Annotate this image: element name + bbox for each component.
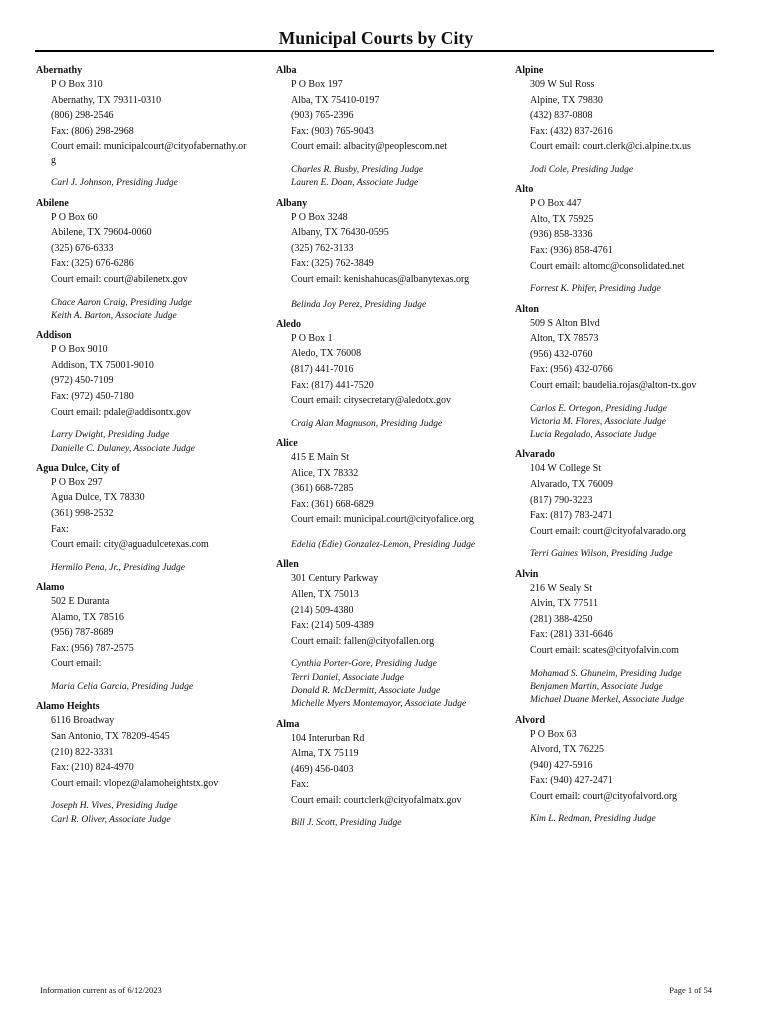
court-contact-block xyxy=(36,475,266,553)
court-detail-line: Fax: (210) 824-4970 xyxy=(51,762,134,774)
court-entry xyxy=(276,64,506,191)
court-entry xyxy=(36,64,266,191)
court-detail-line: Fax: (903) 765-9043 xyxy=(291,125,374,137)
court-detail-line: (469) 456-0403 xyxy=(291,763,354,775)
court-city-name: Addison xyxy=(36,330,72,342)
judge-name: Belinda Joy Perez, Presiding Judge xyxy=(291,299,427,310)
court-entry xyxy=(36,462,266,575)
court-entry xyxy=(515,64,745,177)
court-contact-block xyxy=(276,210,506,290)
court-detail-line: Aledo, TX 76008 xyxy=(291,348,362,360)
court-detail-line: Fax: (806) 298-2968 xyxy=(51,125,134,137)
court-detail-line: P O Box 9010 xyxy=(51,344,108,356)
court-detail-line: 502 E Duranta xyxy=(51,596,110,608)
judge-list xyxy=(515,668,745,708)
judge-name: Carl J. Johnson, Presiding Judge xyxy=(51,178,178,189)
court-detail-line: 301 Century Parkway xyxy=(291,573,379,585)
court-detail-line: (214) 509-4380 xyxy=(291,604,354,616)
judge-name: Hermilo Pena, Jr., Presiding Judge xyxy=(51,562,185,573)
court-entry xyxy=(276,718,506,831)
court-detail-line: P O Box 447 xyxy=(530,198,582,210)
court-detail-line: (325) 676-6333 xyxy=(51,242,114,254)
judge-name: Maria Celia Garcia, Presiding Judge xyxy=(51,682,194,693)
court-city-name: Aledo xyxy=(276,318,301,330)
court-email: Court email: citysecretary@aledotx.gov xyxy=(291,395,451,407)
court-detail-line: San Antonio, TX 78209-4545 xyxy=(51,730,170,742)
court-contact-block xyxy=(515,196,745,274)
court-detail-line: Fax: (325) 676-6286 xyxy=(51,258,134,270)
court-email: Court email: kenishahucas@albanytexas.org xyxy=(291,273,470,285)
judge-name: Danielle C. Dulaney, Associate Judge xyxy=(51,443,195,454)
court-detail-line: Agua Dulce, TX 78330 xyxy=(51,492,145,504)
court-detail-line: Alice, TX 78332 xyxy=(291,467,359,479)
judge-name: Chace Aaron Craig, Presiding Judge xyxy=(51,297,192,308)
court-city-name: Alton xyxy=(515,303,539,315)
court-detail-line: 6116 Broadway xyxy=(51,715,115,727)
court-detail-line: (972) 450-7109 xyxy=(51,375,114,387)
court-detail-line: Fax: (956) 787-2575 xyxy=(51,642,134,654)
judge-list xyxy=(36,800,266,827)
court-detail-line: (903) 765-2396 xyxy=(291,110,354,122)
court-entry xyxy=(36,581,266,694)
judge-name: Michael Duane Merkel, Associate Judge xyxy=(530,695,685,706)
court-detail-line: Alto, TX 75925 xyxy=(530,213,594,225)
judge-name: Joseph H. Vives, Presiding Judge xyxy=(51,801,178,812)
court-contact-block xyxy=(36,594,266,672)
court-detail-line: Fax: (817) 441-7520 xyxy=(291,379,374,391)
court-email: Court email: city@aguadulcetexas.com xyxy=(51,539,209,551)
court-detail-line: (361) 998-2532 xyxy=(51,507,114,519)
court-entry xyxy=(515,568,745,708)
court-detail-line: Fax: (956) 432-0766 xyxy=(530,364,613,376)
court-contact-block xyxy=(515,461,745,539)
court-detail-line: (940) 427-5916 xyxy=(530,759,593,771)
court-city-name: Albany xyxy=(276,197,308,209)
judge-name: Edelia (Edie) Gonzalez-Lemon, Presiding Judge xyxy=(291,540,476,551)
court-detail-line: Abilene, TX 79604-0060 xyxy=(51,227,152,239)
judge-name: Michelle Myers Montemayor, Associate Judge xyxy=(291,699,467,710)
judge-name: Carlos E. Ortegon, Presiding Judge xyxy=(530,403,667,414)
court-city-name: Alto xyxy=(515,184,534,196)
judge-list xyxy=(276,817,506,830)
column-3 xyxy=(515,64,745,833)
court-email: Court email: fallen@cityofallen.org xyxy=(291,635,435,647)
court-detail-line: Alton, TX 78573 xyxy=(530,333,599,345)
court-detail-line: Fax: (817) 783-2471 xyxy=(530,510,613,522)
judge-list xyxy=(515,813,745,826)
court-detail-line: Addison, TX 75001-9010 xyxy=(51,359,154,371)
court-city-name: Alvord xyxy=(515,714,545,726)
judge-list xyxy=(276,418,506,431)
court-detail-line: Abernathy, TX 79311-0310 xyxy=(51,94,162,106)
page-title: Municipal Courts by City xyxy=(278,28,474,48)
court-city-name: Alice xyxy=(276,438,298,450)
judge-name: Carl R. Oliver, Associate Judge xyxy=(51,814,171,825)
court-contact-block xyxy=(36,342,266,420)
judge-name: Larry Dwight, Presiding Judge xyxy=(51,430,170,441)
judge-name: Terri Daniel, Associate Judge xyxy=(291,672,404,683)
title-rule xyxy=(35,50,714,52)
court-detail-line: (956) 432-0760 xyxy=(530,348,593,360)
court-detail-line: (956) 787-8689 xyxy=(51,627,114,639)
court-city-name: Abernathy xyxy=(36,65,83,76)
court-email: Court email: courtclerk@cityofalmatx.gov xyxy=(291,794,462,806)
court-detail-line: (281) 388-4250 xyxy=(530,613,593,625)
court-city-name: Agua Dulce, City of xyxy=(36,462,120,474)
court-email: Court email: altomc@consolidated.net xyxy=(530,260,685,272)
court-contact-block xyxy=(515,316,745,394)
judge-name: Benjamen Martin, Associate Judge xyxy=(530,681,663,692)
court-email: Court email: vlopez@alamoheightstx.gov xyxy=(51,777,219,789)
court-email: Court email: albacity@peoplescom.net xyxy=(291,141,448,153)
court-contact-block xyxy=(276,450,506,530)
court-contact-block xyxy=(36,713,266,791)
court-email: Court email: pdale@addisontx.gov xyxy=(51,406,192,418)
court-contact-block xyxy=(276,731,506,809)
court-detail-line: P O Box 310 xyxy=(51,79,103,90)
judge-name: Jodi Cole, Presiding Judge xyxy=(530,164,634,175)
judge-name: Lucia Regalado, Associate Judge xyxy=(530,430,657,441)
court-city-name: Alvin xyxy=(515,568,539,580)
court-detail-line: (210) 822-3331 xyxy=(51,746,114,758)
judge-list xyxy=(36,297,266,324)
judge-name: Keith A. Barton, Associate Judge xyxy=(51,310,177,321)
court-email: Court email: scates@cityofalvin.com xyxy=(530,645,679,657)
court-entry xyxy=(36,197,266,324)
judge-list xyxy=(515,164,745,177)
judge-list xyxy=(515,283,745,296)
court-detail-line: Fax: (325) 762-3849 xyxy=(291,258,374,270)
judge-name: Terri Gaines Wilson, Presiding Judge xyxy=(530,549,673,560)
court-email: Court email: baudelia.rojas@alton-tx.gov xyxy=(530,379,697,391)
court-detail-line: 104 Interurban Rd xyxy=(291,732,365,744)
court-contact-block xyxy=(515,581,745,659)
court-contact-block xyxy=(36,77,266,168)
court-city-name: Alamo xyxy=(36,582,65,594)
judge-list xyxy=(276,299,506,312)
court-email: Court email: court@cityofalvarado.org xyxy=(530,525,686,537)
judge-name: Forrest K. Phifer, Presiding Judge xyxy=(530,284,661,295)
court-city-name: Alpine xyxy=(515,65,544,76)
court-detail-line: P O Box 63 xyxy=(530,728,577,740)
court-detail-line: Fax: (361) 668-6829 xyxy=(291,498,374,510)
judge-list xyxy=(515,548,745,561)
judge-name: Lauren E. Doan, Associate Judge xyxy=(291,178,419,189)
court-contact-block xyxy=(276,571,506,649)
court-detail-line: Fax: xyxy=(291,779,309,791)
court-entry xyxy=(515,714,745,827)
judge-list xyxy=(36,177,266,190)
court-detail-line: (361) 668-7285 xyxy=(291,483,354,495)
court-detail-line: Alvin, TX 77511 xyxy=(530,598,599,610)
judge-name: Kim L. Redman, Presiding Judge xyxy=(530,814,656,825)
court-entry xyxy=(515,303,745,443)
judge-name: Charles R. Busby, Presiding Judge xyxy=(291,164,424,175)
court-detail-line: 216 W Sealy St xyxy=(530,582,593,594)
court-entry xyxy=(276,558,506,711)
judge-list xyxy=(276,658,506,711)
court-detail-line: (936) 858-3336 xyxy=(530,229,593,241)
footer-date: Information current as of 6/12/2023 xyxy=(40,985,162,995)
court-email: Court email: xyxy=(51,658,102,670)
court-city-name: Alamo Heights xyxy=(36,701,100,713)
court-detail-line: Fax: (940) 427-2471 xyxy=(530,775,613,787)
column-2 xyxy=(276,64,506,837)
judge-name: Cynthia Porter-Gore, Presiding Judge xyxy=(291,659,437,670)
court-detail-line: 104 W College St xyxy=(530,463,602,475)
court-detail-line: Fax: (972) 450-7180 xyxy=(51,391,134,403)
court-contact-block xyxy=(36,210,266,288)
court-detail-line: Fax: (936) 858-4761 xyxy=(530,245,613,257)
court-detail-line: P O Box 297 xyxy=(51,476,103,488)
court-entry xyxy=(36,700,266,827)
court-detail-line: P O Box 60 xyxy=(51,211,98,223)
court-detail-line: (806) 298-2546 xyxy=(51,110,114,122)
court-detail-line: Fax: (281) 331-6646 xyxy=(530,629,613,641)
court-detail-line: Alamo, TX 78516 xyxy=(51,611,124,623)
court-city-name: Alma xyxy=(276,718,300,730)
column-1 xyxy=(36,64,266,833)
court-contact-block xyxy=(515,727,745,805)
court-contact-block xyxy=(276,77,506,155)
court-detail-line: Allen, TX 75013 xyxy=(291,588,359,600)
judge-list xyxy=(36,429,266,456)
court-detail-line: Fax: xyxy=(51,523,69,535)
court-detail-line: Alvord, TX 76225 xyxy=(530,744,604,756)
court-detail-line: Alma, TX 75119 xyxy=(291,748,359,760)
court-entry xyxy=(276,318,506,431)
court-city-name: Allen xyxy=(276,559,299,571)
judge-name: Craig Alan Magnuson, Presiding Judge xyxy=(291,418,443,429)
court-detail-line: Fax: (214) 509-4389 xyxy=(291,620,374,632)
court-email: Court email: court@cityofalvord.org xyxy=(530,790,678,802)
court-email: Court email: court@abilenetx.gov xyxy=(51,274,188,286)
court-email: Court email: court.clerk@ci.alpine.tx.us xyxy=(530,141,691,153)
court-detail-line: Albany, TX 76430-0595 xyxy=(291,227,389,239)
court-detail-line: 509 S Alton Blvd xyxy=(530,317,600,329)
judge-name: Mohamad S. Ghuneim, Presiding Judge xyxy=(530,668,682,679)
court-entry xyxy=(515,183,745,296)
court-city-name: Abilene xyxy=(36,197,69,209)
judge-list xyxy=(515,403,745,443)
court-entry xyxy=(276,437,506,552)
judge-name: Bill J. Scott, Presiding Judge xyxy=(291,818,402,829)
court-detail-line: Alpine, TX 79830 xyxy=(530,94,603,106)
court-city-name: Alvarado xyxy=(515,449,555,461)
footer-page-number: Page 1 of 54 xyxy=(669,985,712,995)
court-detail-line: (325) 762-3133 xyxy=(291,242,354,254)
court-contact-block xyxy=(515,77,745,155)
court-entry xyxy=(515,448,745,561)
court-detail-line: Alba, TX 75410-0197 xyxy=(291,94,380,106)
judge-list xyxy=(276,539,506,552)
court-detail-line: (432) 837-0808 xyxy=(530,110,593,122)
court-detail-line: P O Box 3248 xyxy=(291,211,348,223)
judge-list xyxy=(36,681,266,694)
court-email: Court email: municipalcourt@cityofabernathy.org xyxy=(51,141,247,166)
court-detail-line: (817) 790-3223 xyxy=(530,494,593,506)
court-detail-line: Fax: (432) 837-2616 xyxy=(530,125,613,137)
court-entry xyxy=(276,197,506,312)
court-city-name: Alba xyxy=(276,65,297,76)
judge-list xyxy=(36,562,266,575)
court-detail-line: 415 E Main St xyxy=(291,452,350,464)
court-detail-line: 309 W Sul Ross xyxy=(530,79,595,90)
court-detail-line: (817) 441-7016 xyxy=(291,364,354,376)
judge-list xyxy=(276,164,506,191)
judge-name: Donald R. McDermitt, Associate Judge xyxy=(291,685,441,696)
court-email: Court email: municipal.court@cityofalice.org xyxy=(291,514,474,526)
judge-name: Victoria M. Flores, Associate Judge xyxy=(530,416,666,427)
court-detail-line: P O Box 1 xyxy=(291,332,333,344)
court-contact-block xyxy=(276,331,506,409)
court-detail-line: Alvarado, TX 76009 xyxy=(530,478,613,490)
court-entry xyxy=(36,329,266,456)
court-detail-line: P O Box 197 xyxy=(291,79,343,90)
